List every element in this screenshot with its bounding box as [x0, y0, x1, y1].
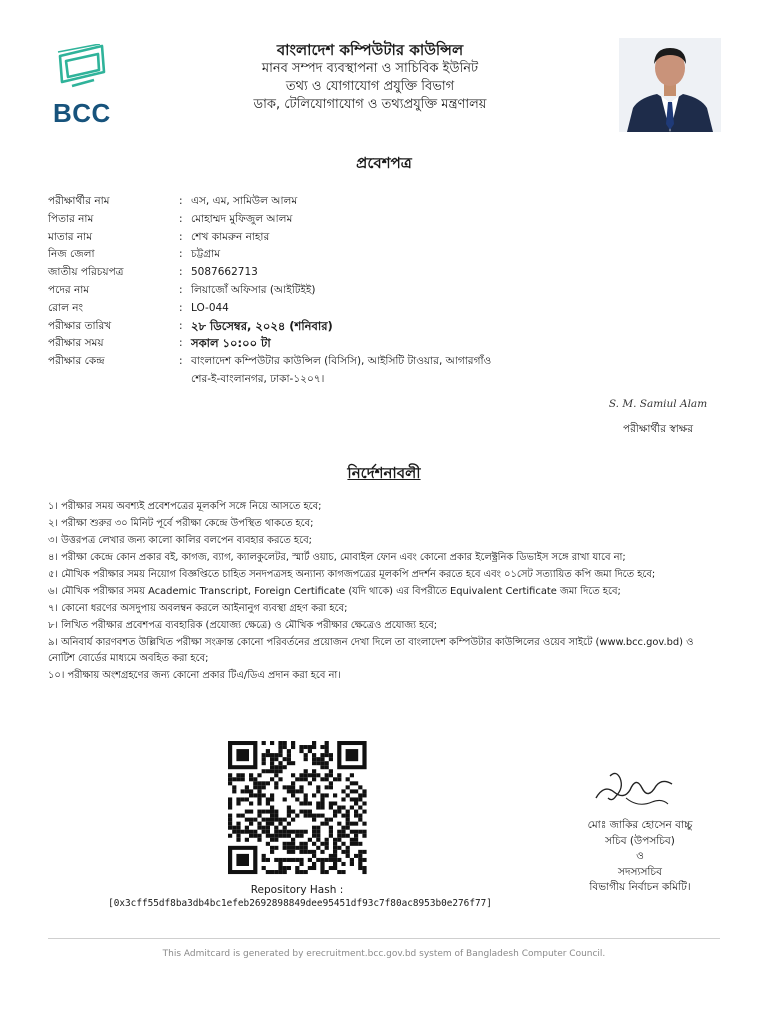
- instruction-item: ৩। উত্তরপত্র লেখার জন্য কালো কালির বলপেন ব্যবহার করতে হবে;: [48, 535, 312, 546]
- info-label: পরীক্ষার কেন্দ্র: [48, 355, 105, 368]
- footer-divider: [48, 938, 720, 939]
- info-row-roll: [48, 300, 608, 318]
- info-row-center: [48, 353, 608, 389]
- info-colon: :: [179, 266, 183, 279]
- info-label: পরীক্ষার তারিখ: [48, 319, 112, 332]
- info-label: পরীক্ষার্থীর নাম: [48, 195, 110, 207]
- instruction-item: ৪। পরীক্ষা কেন্দ্রে কোন প্রকার বই, কাগজ, ব্যাগ, ক্যালকুলেটর, স্মার্ট ওয়াচ, মোবাইল ফোন এবং কোনো প্রকার ইলেক্ট্রনিক ডিভাইস সঙ্গে রাখা যাবে না;: [48, 552, 626, 563]
- instruction-item: ২। পরীক্ষা শুরুর ৩০ মিনিট পূর্বে পরীক্ষা কেন্দ্রে উপস্থিত থাকতে হবে;: [48, 518, 314, 529]
- authority-signature: [590, 768, 680, 814]
- repository-hash-label: Repository Hash :: [250, 884, 344, 896]
- header-line-1: মানব সম্পদ ব্যবস্থাপনা ও সাচিবিক ইউনিট: [261, 61, 479, 76]
- info-label: পরীক্ষার সময়: [48, 337, 104, 350]
- info-label: পদের নাম: [48, 283, 90, 296]
- info-row-nid: [48, 264, 608, 282]
- candidate-signature-block: [598, 398, 718, 439]
- candidate-signature: S. M. Samiul Alam: [608, 398, 708, 410]
- info-value: সকাল ১০:০০ টা: [191, 336, 271, 351]
- info-colon: :: [179, 248, 183, 261]
- info-label: জাতীয় পরিচয়পত্র: [48, 266, 124, 279]
- header-line-2: তথ্য ও যোগাযোগ প্রযুক্তি বিভাগ: [285, 79, 455, 94]
- info-row-name: [48, 193, 608, 211]
- admit-card-title: প্রবেশপত্র: [356, 154, 412, 172]
- info-colon: :: [179, 283, 183, 296]
- instruction-item: ৯। অনিবার্য কারণবশত উল্লিখিত পরীক্ষা সংক্রান্ত কোনো পরিবর্তনের প্রয়োজন দেখা দিলে তা বাংলাদেশ কম্পিউটার কাউন্সিলের ওয়েব সাইটে (www.bcc.gov.bd) ও নোটিশ বোর্ডের মাধ্যমে অবহিত করা হবে;: [48, 637, 694, 664]
- info-value: মোহাম্মদ মুফিজুল আলম: [191, 212, 293, 225]
- organization-name: বাংলাদেশ কম্পিউটার কাউন্সিল: [276, 41, 464, 59]
- info-label: নিজ জেলা: [48, 248, 95, 261]
- instruction-item: ৫। মৌখিক পরীক্ষার সময় নিয়োগ বিজ্ঞপ্তিতে চাহিত সনদপত্রসহ অন্যান্য কাগজপত্রের মূলকপি প্রদর্শন করতে হবে এবং ০১সেট সত্যায়িত কপি জমা দিতে হবে;: [48, 569, 656, 580]
- header: [170, 40, 570, 114]
- info-row-post: [48, 282, 608, 300]
- info-value: শেখ কামরুন নাহার: [191, 230, 270, 243]
- candidate-signature-label: পরীক্ষার্থীর স্বাক্ষর: [622, 423, 694, 435]
- info-value: ২৮ ডিসেম্বর, ২০২৪ (শনিবার): [191, 318, 333, 333]
- info-row-time: [48, 335, 608, 353]
- center-line-1: বাংলাদেশ কম্পিউটার কাউন্সিল (বিসিসি), আইসিটি টাওয়ার, আগারগাঁও: [191, 355, 492, 368]
- qr-code: [222, 740, 374, 880]
- instruction-item: ৬। মৌখিক পরীক্ষার সময় Academic Transcript, Foreign Certificate (যদি থাকে) এর বিপরীতে Equivalent Certificate জমা দিতে হবে;: [48, 586, 621, 597]
- authority-block: [570, 818, 710, 896]
- info-colon: :: [179, 212, 183, 225]
- info-value: 5087662713: [191, 266, 258, 279]
- candidate-photo: [619, 38, 721, 132]
- authority-role: সদস্যসচিব: [618, 865, 662, 878]
- info-row-father: [48, 211, 608, 229]
- info-label: মাতার নাম: [48, 230, 93, 243]
- candidate-photo-icon: [619, 38, 721, 132]
- info-row-mother: [48, 229, 608, 247]
- info-label: রোল নং: [48, 301, 84, 314]
- info-value: LO-044: [191, 301, 229, 314]
- center-line-2: শের-ই-বাংলানগর, ঢাকা-১২০৭।: [191, 372, 325, 385]
- info-colon: :: [179, 195, 183, 207]
- instruction-item: ৭। কোনো ধরণের অসদুপায় অবলম্বন করলে আইনানুগ ব্যবস্থা গ্রহণ করা হবে;: [48, 603, 348, 614]
- info-label: পিতার নাম: [48, 212, 94, 225]
- instruction-item: ১। পরীক্ষার সময় অবশ্যই প্রবেশপত্রের মূলকপি সঙ্গে নিয়ে আসতে হবে;: [48, 501, 322, 512]
- info-colon: :: [179, 230, 183, 243]
- bcc-computer-logo-icon: [50, 44, 120, 96]
- header-line-3: ডাক, টেলিযোগাযোগ ও তথ্যপ্রযুক্তি মন্ত্রণালয়: [253, 97, 487, 112]
- candidate-info: [48, 193, 608, 389]
- instructions-list: [48, 499, 714, 685]
- instruction-item: ৮। লিখিত পরীক্ষার প্রবেশপত্র ব্যবহারিক (প্রযোজ্য ক্ষেত্রে) ও মৌখিক পরীক্ষার ক্ষেত্রেও প্রযোজ্য হবে;: [48, 620, 438, 631]
- info-colon: :: [179, 355, 183, 368]
- info-value: এস, এম, সামিউল আলম: [191, 195, 298, 207]
- info-value: [191, 353, 608, 389]
- authority-conjunction: ও: [636, 850, 644, 862]
- authority-name: মোঃ জাকির হোসেন বাচ্চু: [587, 819, 693, 831]
- info-value: চট্টগ্রাম: [191, 248, 221, 261]
- qr-code-icon: [222, 740, 374, 880]
- info-colon: :: [179, 319, 183, 332]
- instructions-title: নির্দেশনাবলী: [347, 464, 421, 482]
- info-value: লিয়াজোঁ অফিসার (আইটিইই): [191, 283, 316, 296]
- repository-hash-value: [0x3cff55df8ba3db4bc1efeb2692898849dee95451df93c7f80ac8953b0e276f77]: [108, 898, 492, 909]
- authority-designation: সচিব (উপসচিব): [605, 834, 675, 847]
- instruction-item: ১০। পরীক্ষায় অংশগ্রহণের জন্য কোনো প্রকার টিএ/ডিএ প্রদান করা হবে না।: [48, 669, 341, 681]
- info-row-date: [48, 318, 608, 336]
- bcc-logo: [50, 44, 120, 126]
- footer-note: This Admitcard is generated by erecruitment.bcc.gov.bd system of Bangladesh Computer Council.: [162, 949, 606, 959]
- info-row-district: [48, 246, 608, 264]
- authority-signature-icon: [590, 768, 680, 814]
- bcc-logo-text: BCC: [53, 98, 111, 128]
- info-colon: :: [179, 337, 183, 350]
- info-colon: :: [179, 301, 183, 314]
- authority-committee: বিভাগীয় নির্বাচন কমিটি।: [589, 881, 691, 893]
